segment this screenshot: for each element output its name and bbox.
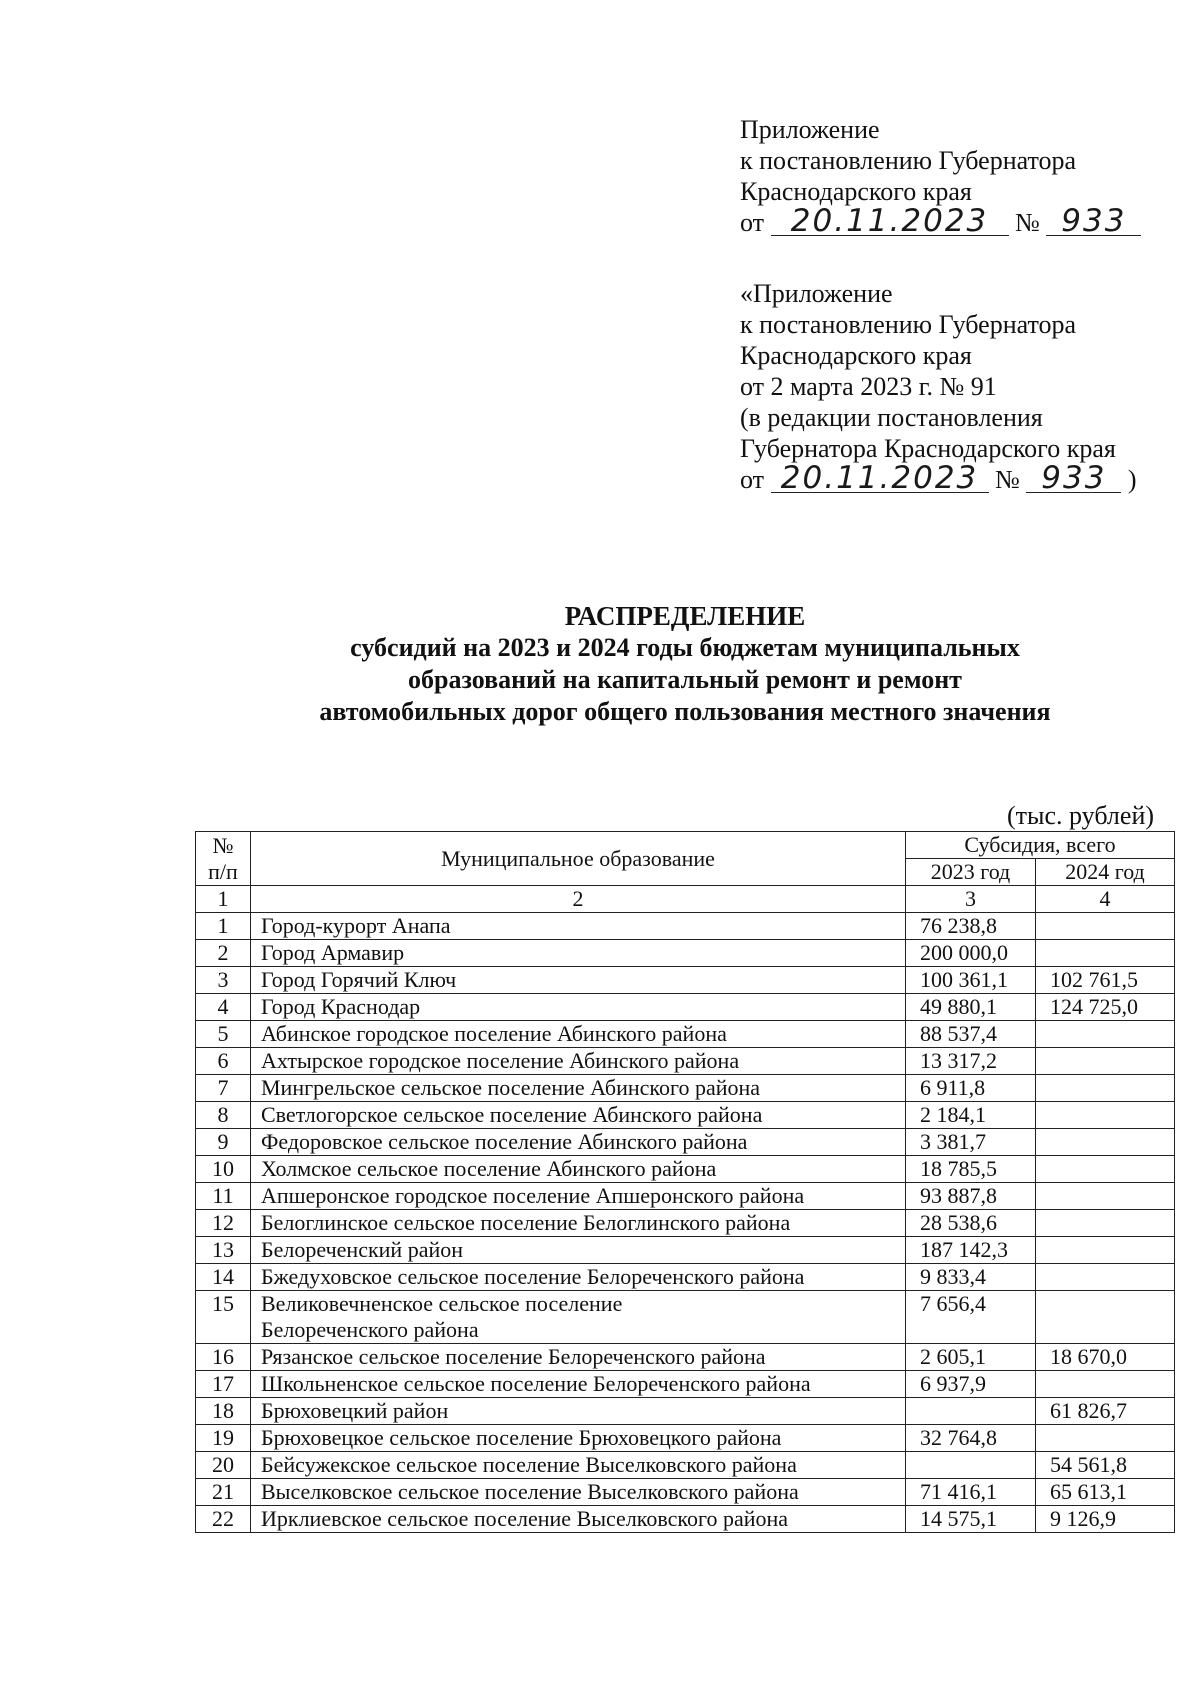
subsidy-2024: 54 561,8 — [1036, 1452, 1175, 1479]
municipality-name — [251, 1291, 906, 1344]
row-number: 3 — [196, 967, 251, 994]
table-row — [196, 1237, 1175, 1264]
row-number: 7 — [196, 1075, 251, 1102]
row-number: 18 — [196, 1398, 251, 1425]
header-line: Губернатора Краснодарского края — [740, 434, 1116, 463]
municipality-name-line: Выселковское сельское поселение Выселковского района — [261, 1479, 799, 1504]
header-line: (в редакции постановления — [740, 403, 1043, 432]
table-header-row — [196, 832, 1175, 859]
municipality-name-line: Город-курорт Анапа — [261, 913, 451, 938]
table-row — [196, 913, 1175, 940]
header-line: Краснодарского края — [740, 177, 972, 206]
row-number: 5 — [196, 1021, 251, 1048]
row-number: 14 — [196, 1264, 251, 1291]
table-row — [196, 1506, 1175, 1533]
table-row — [196, 1210, 1175, 1237]
row-number: 16 — [196, 1344, 251, 1371]
table-row — [196, 1452, 1175, 1479]
title-line: автомобильных дорог общего пользования местного значения — [319, 697, 1051, 726]
municipality-name-line: Бжедуховское сельское поселение Белореченского района — [261, 1264, 805, 1289]
units-label: (тыс. рублей) — [1007, 801, 1155, 830]
table-row — [196, 1183, 1175, 1210]
column-header-number: № п/п — [196, 832, 251, 886]
subsidy-2023: 88 537,4 — [906, 1021, 1036, 1048]
table-row — [196, 1021, 1175, 1048]
municipality-name-line: Белоглинское сельское поселение Белоглинского района — [261, 1210, 791, 1235]
subsidy-2023: 18 785,5 — [906, 1156, 1036, 1183]
table-row — [196, 940, 1175, 967]
municipality-name-line: Город Горячий Ключ — [261, 967, 457, 992]
table-row — [196, 1344, 1175, 1371]
date-prefix: от — [740, 208, 765, 237]
row-number: 12 — [196, 1210, 251, 1237]
row-number: 22 — [196, 1506, 251, 1533]
subsidy-2023: 200 000,0 — [906, 940, 1036, 967]
header-date-line — [740, 203, 1141, 239]
subsidy-2023: 28 538,6 — [906, 1210, 1036, 1237]
table-row — [196, 1479, 1175, 1506]
subsidy-2024: 18 670,0 — [1036, 1344, 1175, 1371]
header-line: от 2 марта 2023 г. № 91 — [740, 372, 997, 401]
municipality-name — [251, 1452, 906, 1479]
row-number: 13 — [196, 1237, 251, 1264]
subsidy-table — [195, 831, 1175, 1533]
subsidy-2023: 100 361,1 — [906, 967, 1036, 994]
municipality-name — [251, 1048, 906, 1075]
appendix-header-original — [740, 278, 1137, 495]
subsidy-2024 — [1036, 1075, 1175, 1102]
row-number: 9 — [196, 1129, 251, 1156]
municipality-name-line: Холмское сельское поселение Абинского района — [261, 1156, 717, 1181]
subsidy-2023: 6 911,8 — [906, 1075, 1036, 1102]
subsidy-2024 — [1036, 1183, 1175, 1210]
subsidy-2023: 71 416,1 — [906, 1479, 1036, 1506]
municipality-name — [251, 1425, 906, 1452]
column-header-subsidy: Субсидия, всего — [906, 832, 1175, 859]
subsidy-2024 — [1036, 1048, 1175, 1075]
header-line: к постановлению Губернатора — [740, 310, 1077, 339]
subsidy-2023: 13 317,2 — [906, 1048, 1036, 1075]
header-line: «Приложение — [740, 279, 893, 308]
number-prefix: № — [1015, 208, 1040, 237]
row-number: 17 — [196, 1371, 251, 1398]
table-row — [196, 1398, 1175, 1425]
table-row — [196, 1425, 1175, 1452]
header-line: Краснодарского края — [740, 341, 972, 370]
municipality-name — [251, 913, 906, 940]
table-row — [196, 1102, 1175, 1129]
municipality-name — [251, 1344, 906, 1371]
subsidy-2024 — [1036, 940, 1175, 967]
subsidy-2024 — [1036, 913, 1175, 940]
column-index: 1 — [196, 886, 251, 913]
subsidy-2023: 93 887,8 — [906, 1183, 1036, 1210]
column-index: 4 — [1036, 886, 1175, 913]
row-number: 20 — [196, 1452, 251, 1479]
number-prefix: № — [995, 465, 1020, 494]
column-header-municipality: Муниципальное образование — [251, 832, 906, 886]
row-number: 10 — [196, 1156, 251, 1183]
table-row — [196, 1075, 1175, 1102]
column-index: 3 — [906, 886, 1036, 913]
title-line: образований на капитальный ремонт и ремонт — [408, 665, 962, 694]
row-number: 8 — [196, 1102, 251, 1129]
document-title — [0, 600, 1200, 728]
subsidy-2023: 7 656,4 — [906, 1291, 1036, 1344]
row-number: 1 — [196, 913, 251, 940]
municipality-name — [251, 940, 906, 967]
subsidy-2024: 102 761,5 — [1036, 967, 1175, 994]
table-row — [196, 1129, 1175, 1156]
header-line: Приложение — [740, 115, 880, 144]
table-row — [196, 1156, 1175, 1183]
municipality-name-line: Рязанское сельское поселение Белореченского района — [261, 1344, 766, 1369]
header-date-line — [740, 460, 1137, 496]
municipality-name — [251, 1129, 906, 1156]
handwritten-number: 933 — [1046, 207, 1141, 236]
municipality-name-line: Светлогорское сельское поселение Абинского района — [261, 1102, 763, 1127]
subsidy-2024 — [1036, 1237, 1175, 1264]
date-prefix: от — [740, 465, 765, 494]
municipality-name — [251, 1398, 906, 1425]
municipality-name — [251, 967, 906, 994]
row-number: 19 — [196, 1425, 251, 1452]
table-index-row — [196, 886, 1175, 913]
subsidy-2023: 14 575,1 — [906, 1506, 1036, 1533]
municipality-name-line: Город Армавир — [261, 940, 405, 965]
subsidy-2023: 2 605,1 — [906, 1344, 1036, 1371]
municipality-name-line: Город Краснодар — [261, 994, 421, 1019]
municipality-name-line: Абинское городское поселение Абинского района — [261, 1021, 727, 1046]
municipality-name — [251, 1264, 906, 1291]
municipality-name — [251, 1237, 906, 1264]
column-header-2024: 2024 год — [1036, 859, 1175, 886]
closing-parenthesis: ) — [1127, 465, 1137, 494]
handwritten-date: 20.11.2023 — [771, 464, 989, 493]
subsidy-2024 — [1036, 1021, 1175, 1048]
subsidy-2024 — [1036, 1210, 1175, 1237]
municipality-name-line: Федоровское сельское поселение Абинского района — [261, 1129, 748, 1154]
row-number: 4 — [196, 994, 251, 1021]
municipality-name — [251, 1183, 906, 1210]
subsidy-2023: 6 937,9 — [906, 1371, 1036, 1398]
municipality-name-line: Белореченский район — [261, 1237, 464, 1262]
subsidy-2023: 32 764,8 — [906, 1425, 1036, 1452]
subsidy-2024: 61 826,7 — [1036, 1398, 1175, 1425]
municipality-name-line: Апшеронское городское поселение Апшеронского района — [261, 1183, 805, 1208]
table-row — [196, 967, 1175, 994]
subsidy-2024 — [1036, 1129, 1175, 1156]
municipality-name-line: Школьненское сельское поселение Белореченского района — [261, 1371, 811, 1396]
subsidy-2023: 187 142,3 — [906, 1237, 1036, 1264]
municipality-name-line: Брюховецкий район — [261, 1398, 449, 1423]
row-number: 11 — [196, 1183, 251, 1210]
handwritten-date: 20.11.2023 — [771, 207, 1009, 236]
subsidy-2023: 2 184,1 — [906, 1102, 1036, 1129]
row-number: 21 — [196, 1479, 251, 1506]
row-number: 2 — [196, 940, 251, 967]
municipality-name — [251, 1021, 906, 1048]
subsidy-2024: 65 613,1 — [1036, 1479, 1175, 1506]
column-header-2023: 2023 год — [906, 859, 1036, 886]
municipality-name — [251, 1156, 906, 1183]
subsidy-2024: 9 126,9 — [1036, 1506, 1175, 1533]
municipality-name — [251, 1210, 906, 1237]
subsidy-2023: 9 833,4 — [906, 1264, 1036, 1291]
table-row — [196, 1048, 1175, 1075]
subsidy-2024 — [1036, 1291, 1175, 1344]
subsidy-2023: 76 238,8 — [906, 913, 1036, 940]
subsidy-2023 — [906, 1452, 1036, 1479]
municipality-name — [251, 1506, 906, 1533]
municipality-name — [251, 1371, 906, 1398]
subsidy-2023 — [906, 1398, 1036, 1425]
municipality-name-line: Бейсужекское сельское поселение Выселковского района — [261, 1452, 797, 1477]
row-number: 15 — [196, 1291, 251, 1344]
municipality-name — [251, 994, 906, 1021]
column-index: 2 — [251, 886, 906, 913]
appendix-header-current — [740, 114, 1141, 238]
subsidy-2024 — [1036, 1264, 1175, 1291]
municipality-name-line: Белореченского района — [261, 1317, 479, 1342]
municipality-name-line: Брюховецкое сельское поселение Брюховецкого района — [261, 1425, 782, 1450]
title-line: РАСПРЕДЕЛЕНИЕ — [564, 601, 806, 631]
municipality-name-line: Мингрельское сельское поселение Абинского района — [261, 1075, 761, 1100]
subsidy-2024: 124 725,0 — [1036, 994, 1175, 1021]
header-line: к постановлению Губернатора — [740, 146, 1077, 175]
table-row — [196, 1291, 1175, 1344]
table-row — [196, 994, 1175, 1021]
municipality-name-line: Ирклиевское сельское поселение Выселковского района — [261, 1506, 789, 1531]
municipality-name — [251, 1102, 906, 1129]
subsidy-2024 — [1036, 1425, 1175, 1452]
subsidy-2024 — [1036, 1156, 1175, 1183]
row-number: 6 — [196, 1048, 251, 1075]
municipality-name — [251, 1075, 906, 1102]
subsidy-2024 — [1036, 1102, 1175, 1129]
municipality-name — [251, 1479, 906, 1506]
title-line: субсидий на 2023 и 2024 годы бюджетам муниципальных — [350, 633, 1020, 662]
subsidy-2023: 49 880,1 — [906, 994, 1036, 1021]
subsidy-2024 — [1036, 1371, 1175, 1398]
handwritten-number: 933 — [1026, 464, 1121, 493]
subsidy-2023: 3 381,7 — [906, 1129, 1036, 1156]
municipality-name-line: Великовечненское сельское поселение — [261, 1291, 623, 1316]
table-row — [196, 1264, 1175, 1291]
table-row — [196, 1371, 1175, 1398]
municipality-name-line: Ахтырское городское поселение Абинского района — [261, 1048, 740, 1073]
